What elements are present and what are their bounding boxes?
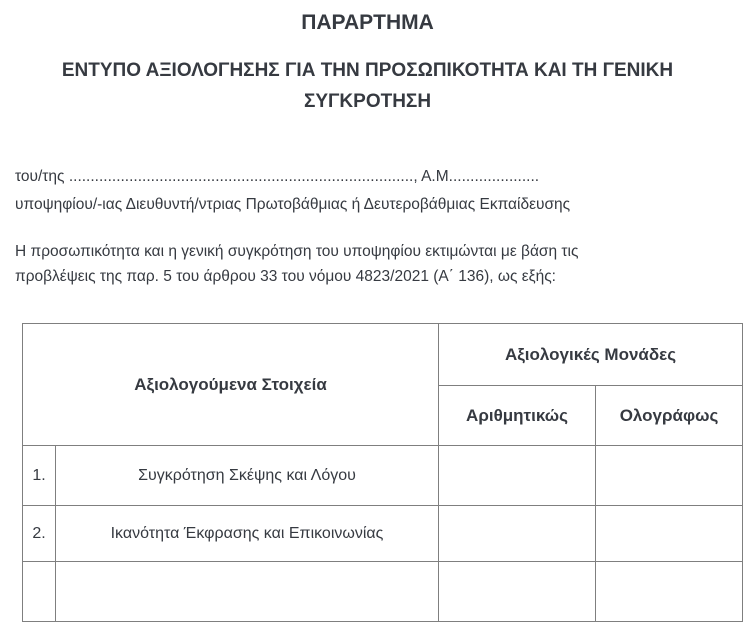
- intro-paragraph: [15, 239, 735, 289]
- intro-paragraph-line-1: Η προσωπικότητα και η γενική συγκρότηση του υποψηφίου εκτιμώνται με βάση τις: [15, 243, 579, 260]
- row-2-number: 2.: [23, 506, 56, 562]
- header-cell-numeric: Αριθμητικώς: [439, 386, 596, 446]
- row-1-numeric-value-cell: [439, 446, 596, 506]
- candidate-name-dotted-line: του/της ................................................................................, Α.Μ.....................: [15, 168, 540, 185]
- intro-paragraph-line-2: προβλέψεις της παρ. 5 του άρθρου 33 του νόμου 4823/2021 (Α΄ 136), ως εξής:: [15, 268, 556, 285]
- table-row-3-clipped: [23, 562, 743, 622]
- header-cell-evaluated-elements: Αξιολογούμενα Στοιχεία: [23, 324, 439, 446]
- row-3-number: [23, 562, 56, 622]
- row-1-number: 1.: [23, 446, 56, 506]
- row-2-words-value-cell: [596, 506, 743, 562]
- candidate-info-block: [15, 163, 735, 219]
- form-subtitle-line-1: ΕΝΤΥΠΟ ΑΞΙΟΛΟΓΗΣΗΣ ΓΙΑ ΤΗΝ ΠΡΟΣΩΠΙΚΟΤΗΤΑ ΚΑΙ ΤΗ ΓΕΝΙΚΗ: [61, 60, 674, 81]
- form-subtitle-line-2: ΣΥΓΚΡΟΤΗΣΗ: [303, 91, 432, 112]
- table-header-row-top: [23, 324, 743, 386]
- form-subtitle: [15, 55, 720, 117]
- row-3-words-value-cell: [596, 562, 743, 622]
- row-3-label: [56, 562, 439, 622]
- table-row-2: [23, 506, 743, 562]
- row-1-words-value-cell: [596, 446, 743, 506]
- row-2-numeric-value-cell: [439, 506, 596, 562]
- row-2-label: Ικανότητα Έκφρασης και Επικοινωνίας: [56, 506, 439, 562]
- page-title: ΠΑΡΑΡΤΗΜΑ: [301, 11, 434, 34]
- row-3-numeric-value-cell: [439, 562, 596, 622]
- candidate-role-line: υποψηφίου/-ιας Διευθυντή/ντριας Πρωτοβάθμιας ή Δευτεροβάθμιας Εκπαίδευσης: [15, 196, 571, 213]
- header-cell-evaluation-units: Αξιολογικές Μονάδες: [439, 324, 743, 386]
- header-cell-in-words: Ολογράφως: [596, 386, 743, 446]
- row-1-label: Συγκρότηση Σκέψης και Λόγου: [56, 446, 439, 506]
- table-row-1: [23, 446, 743, 506]
- evaluation-table: [22, 323, 743, 622]
